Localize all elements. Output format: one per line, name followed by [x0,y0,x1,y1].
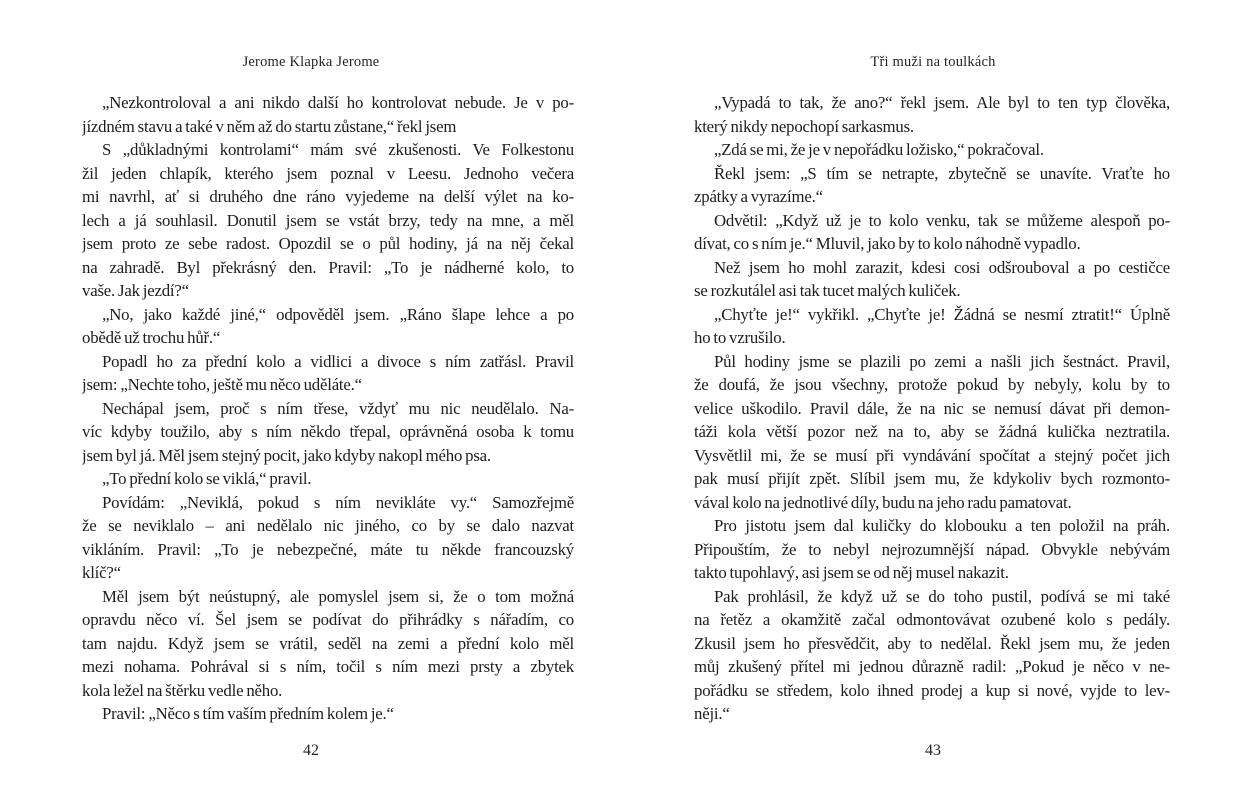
text-line: jsem byl já. Měl jsem stejný pocit, jako kdyby nakopl mého psa. [82,445,491,465]
text-line: žil jeden chlapík, kterého jsem poznal v Leesu. Jednoho večera [82,163,574,183]
paragraph [694,162,1170,209]
page-number: 42 [303,742,319,759]
paragraph [694,256,1170,303]
text-line: že se neviklalo – ani nedělalo nic jiného, co by se dalo nazvat [82,516,574,535]
text-line: „Chyťte je!“ vykřikl. „Chyťte je! Žádná se nesmí ztratit!“ Úplně [714,304,1170,324]
text-line: takto tupohlavý, asi jsem se od něj musel nakazit. [694,563,1009,582]
text-line: kola ležel na štěrku vedle něho. [82,680,283,700]
text-line: velice uškodilo. Pravil dále, že na nic se nemusí dávat při demon- [694,398,1170,418]
text-line: Než jsem ho mohl zarazit, kdesi cosi odšrouboval a po cestičce [714,257,1170,277]
paragraph [694,514,1170,585]
paragraph [694,209,1170,256]
text-line: „Zdá se mi, že je v nepořádku ložisko,“ pokračoval. [714,140,1044,159]
text-line: Připouštím, že to nebyl nejrozumnější nápad. Obvykle nebývám [694,539,1170,559]
text-line: Odvětil: „Když už je to kolo venku, tak se můžeme alespoň po- [714,210,1170,230]
text-line: na řetěz a okamžitě začal odmontovávat ozubené kolo s pedály. [694,610,1170,629]
paragraph [694,138,1170,162]
paragraph [82,350,574,397]
paragraph [82,702,574,726]
paragraph [694,350,1170,515]
text-line: táži kola větší pozor než na to, aby se žádná kulička neztratila. [694,422,1170,441]
text-line: Nechápal jsem, proč s ním třese, vždyť mu nic neudělalo. Na- [102,398,574,418]
text-line: jízdném stavu a také v něm až do startu zůstane,“ řekl jsem [82,116,457,136]
text-line: vaše. Jak jezdí?“ [82,281,189,300]
text-line: Pak prohlásil, že když už se do toho pustil, podívá se mi také [714,586,1170,606]
paragraph [694,303,1170,350]
text-line: jsem proto ze sebe radost. Opozdil se o půl hodiny, já na něj čekal [82,234,574,253]
text-line: lech a já souhlasil. Donutil jsem se vstát brzy, tedy na mne, a měl [82,210,574,230]
text-line: Řekl jsem: „S tím se netrapte, zbytečně se unavíte. Vraťte ho [714,163,1170,183]
text-line: zpátky a vyrazíme.“ [694,187,823,206]
text-line: klíč?“ [82,563,121,582]
text-line: Pro jistotu jsem dal kuličky do klobouku a ten položil na práh. [714,516,1170,535]
text-line: Povídám: „Neviklá, pokud s ním nevikláte vy.“ Samozřejmě [102,492,574,512]
text-line: S „důkladnými kontrolami“ mám své zkušenosti. Ve Folkestonu [102,140,574,159]
text-line: na zahradě. Byl překrásný den. Pravil: „To je nádherné kolo, to [82,257,574,277]
paragraph [82,491,574,585]
paragraph [82,467,574,491]
text-line: Měl jsem být neústupný, ale pomyslel jsem si, že o tom možná [102,586,574,606]
paragraph [82,585,574,703]
text-line: který nikdy nepochopí sarkasmus. [694,116,914,136]
text-line: pak musí přijít zpět. Slíbil jsem mu, že kdykoliv bych rozmonto- [694,469,1170,488]
text-line: vikláním. Pravil: „To je nebezpečné, máte tu někde francouzský [82,539,574,559]
paragraph [82,303,574,350]
page-body-left [82,91,574,726]
text-line: „To přední kolo se viklá,“ pravil. [102,469,312,488]
text-line: něji.“ [694,704,730,723]
text-line: Popadl ho za přední kolo a vidlici a divoce s ním zatřásl. Pravil [102,351,574,371]
text-line: dívat, co s ním je.“ Mluvil, jako by to kolo náhodně vypadlo. [694,234,1081,253]
running-header-title: Tři muži na toulkách [870,54,996,70]
text-line: pořádku se středem, kolo ihned prodej a kup si nové, vyjde to lev- [694,680,1170,700]
page-number: 43 [925,742,941,759]
text-line: víc kdyby toužilo, aby s ním někdo třepal, oprávněná osoba k tomu [82,422,574,441]
running-header-author: Jerome Klapka Jerome [242,54,380,70]
text-line: se rozkutálel asi tak tucet malých kuliček. [694,281,961,300]
text-line: Půl hodiny jsme se plazili po zemi a našli jich šestnáct. Pravil, [714,351,1170,371]
text-line: tam najdu. Když jsem se vrátil, seděl na zemi a přední kolo měl [82,633,574,653]
text-line: „Nezkontroloval a ani nikdo další ho kontrolovat nebude. Je v po- [102,93,574,112]
text-line: Vysvětlil mi, že se musí při vyndávání spočítat a stejný počet jich [694,445,1170,465]
text-line: „Vypadá to tak, že ano?“ řekl jsem. Ale byl to ten typ člověka, [714,93,1170,112]
text-line: mezi nohama. Pohrával si s ním, točil s ním mezi prsty a zbytek [82,657,574,676]
paragraph [82,138,574,303]
text-line: ho to vzrušilo. [694,328,786,347]
paragraph [82,397,574,468]
text-line: Zkusil jsem ho přesvědčit, aby to nedělal. Řekl jsem mu, že jeden [694,633,1170,653]
text-line: opravdu něco ví. Šel jsem se podívat do přihrádky s nářadím, co [82,610,574,629]
text-line: „No, jako každé jiné,“ odpověděl jsem. „Ráno šlape lehce a po [102,304,574,324]
paragraph [694,585,1170,726]
text-line: mi navrhl, ať si druhého dne ráno vyjedeme na delší výlet na ko- [82,187,574,206]
text-line: vával kolo na jednotlivé díly, budu na jeho radu pamatovat. [694,492,1072,512]
paragraph [694,91,1170,138]
text-line: jsem: „Nechte toho, ještě mu něco uděláte.“ [82,375,362,394]
text-line: můj zkušený přítel mi jednou důrazně radil: „Pokud je něco v ne- [694,657,1170,676]
text-line: Pravil: „Něco s tím vaším předním kolem je.“ [102,704,394,723]
page-body-right [694,91,1170,726]
text-line: obědě už trochu hůř.“ [82,328,221,347]
paragraph [82,91,574,138]
page-right [622,0,1244,800]
text-line: že doufá, že jsou všechny, protože pokud by nebyly, kolu by to [694,375,1170,394]
